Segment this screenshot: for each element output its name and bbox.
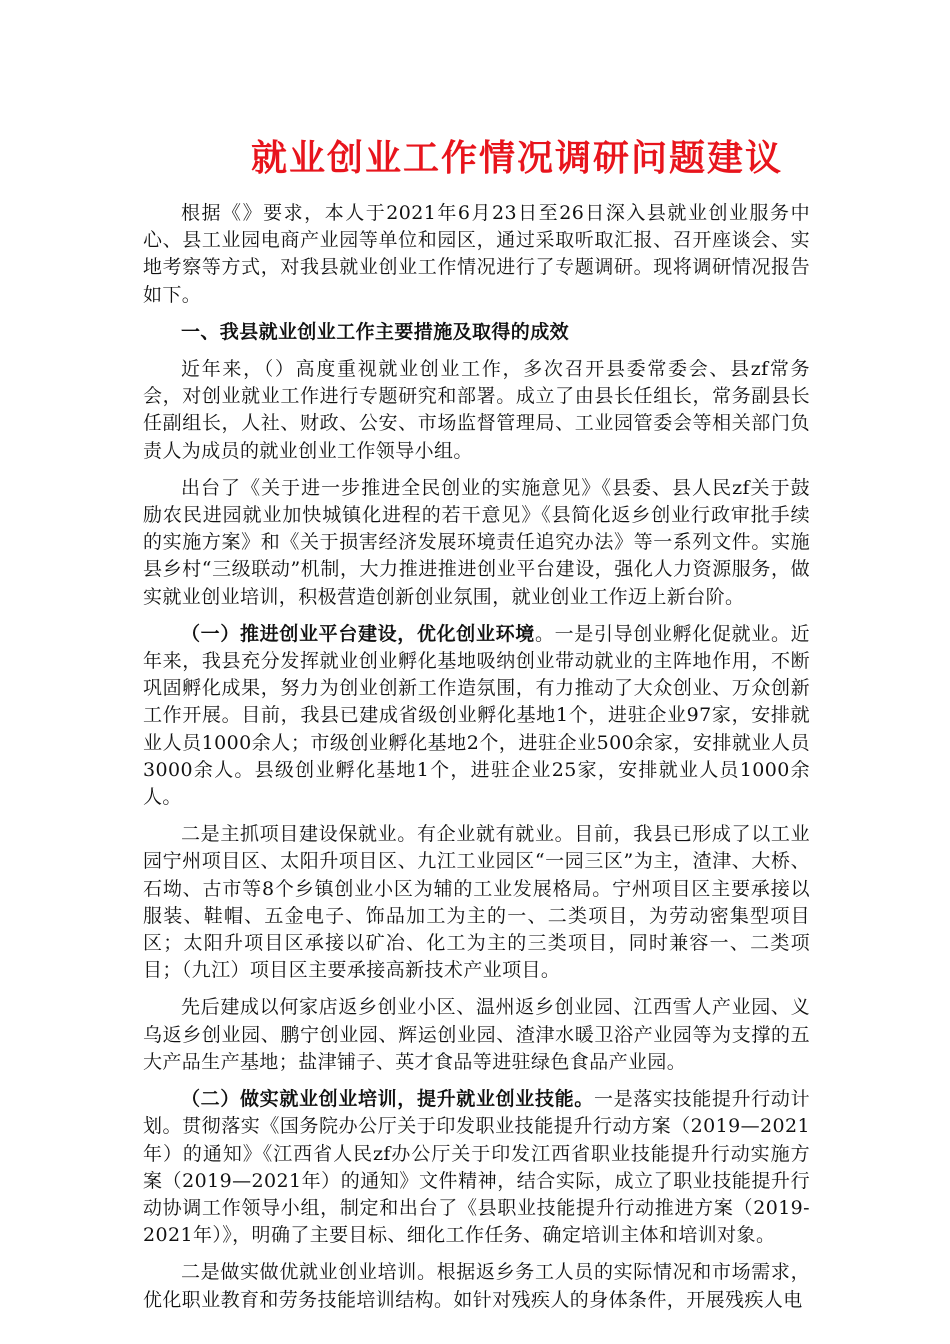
paragraph-projects: 二是主抓项目建设保就业。有企业就有就业。目前，我县已形成了以工业园宁州项目区、太阳升项目区、九江工业园区“一园三区”为主，渣津、大桥、石坳、古市等8个乡镇创业小区为辅的工业发展格局。宁州项目区主要承接以服装、鞋帽、五金电子、饰品加工为主的一、二类项目，为劳动密集型项目区；太阳升项目区承接以矿冶、化工为主的三类项目，同时兼容一、二类项目；（九江）项目区主要承接高新技术产业项目。 — [143, 823, 810, 982]
document-title: 就业创业工作情况调研问题建议 — [251, 137, 784, 179]
paragraph-bases: 先后建成以何家店返乡创业小区、温州返乡创业园、江西雪人产业园、义乌返乡创业园、鹏宁创业园、辉运创业园、渣津水暖卫浴产业园等为支撑的五大产品生产基地；盐津铺子、英才食品等进驻绿色食品产业园。 — [143, 996, 810, 1073]
subheading-training: （二）做实就业创业培训，提升就业创业技能。 — [181, 1088, 594, 1111]
paragraph-policies: 出台了《关于进一步推进全民创业的实施意见》《县委、县人民zf关于鼓励农民进园就业加快城镇化进程的若干意见》《县简化返乡创业行政审批手续的实施方案》和《关于损害经济发展环境责任追究办法》等一系列文件。实施县乡村“三级联动”机制，大力推进推进创业平台建设，强化人力资源服务，做实就业创业培训，积极营造创新创业氛围，就业创业工作迈上新台阶。 — [143, 476, 810, 608]
paragraph-leadership: 近年来，（）高度重视就业创业工作，多次召开县委常委会、县zf常务会，对创业就业工作进行专题研究和部署。成立了由县长任组长，常务副县长任副组长，人社、财政、公安、市场监督管理局、工业园管委会等相关部门负责人为成员的就业创业工作领导小组。 — [143, 358, 810, 462]
subheading-platform: （一）推进创业平台建设，优化创业环境 — [181, 622, 535, 645]
section-heading-1: 一、我县就业创业工作主要措施及取得的成效 — [181, 320, 570, 343]
paragraph-training-detail: 二是做实做优就业创业培训。根据返乡务工人员的实际情况和市场需求，优化职业教育和劳务技能培训结构。如针对残疾人的身体条件，开展残疾人电 — [143, 1261, 810, 1311]
paragraph-training-body: 一是落实技能提升行动计划。贯彻落实《国务院办公厅关于印发职业技能提升行动方案（2019—2021年）的通知》《江西省人民zf办公厅关于印发江西省职业技能提升行动实施方案（2019—2021年）的通知》文件精神，结合实际，成立了职业技能提升行动协调工作领导小组，制定和出台了《县职业技能提升行动推进方案（2019-2021年）》，明确了主要目标、细化工作任务、确定培训主体和培训对象。 — [143, 1088, 810, 1247]
intro-paragraph: 根据《》要求，本人于2021年6月23日至26日深入县就业创业服务中心、县工业园电商产业园等单位和园区，通过采取听取汇报、召开座谈会、实地考察等方式，对我县就业创业工作情况进行了专题调研。现将调研情况报告如下。 — [143, 202, 810, 306]
paragraph-platform — [143, 621, 810, 811]
paragraph-training — [143, 1086, 810, 1249]
paragraph-platform-body: 。一是引导创业孵化促就业。近年来，我县充分发挥就业创业孵化基地吸纳创业带动就业的主阵地作用，不断巩固孵化成果，努力为创业创新工作造氛围，有力推动了大众创业、万众创新工作开展。目前，我县已建成省级创业孵化基地1个，进驻企业97家，安排就业人员1000余人；市级创业孵化基地2个，进驻企业500余家，安排就业人员3000余人。县级创业孵化基地1个，进驻企业25家，安排就业人员1000余人。 — [143, 622, 811, 809]
